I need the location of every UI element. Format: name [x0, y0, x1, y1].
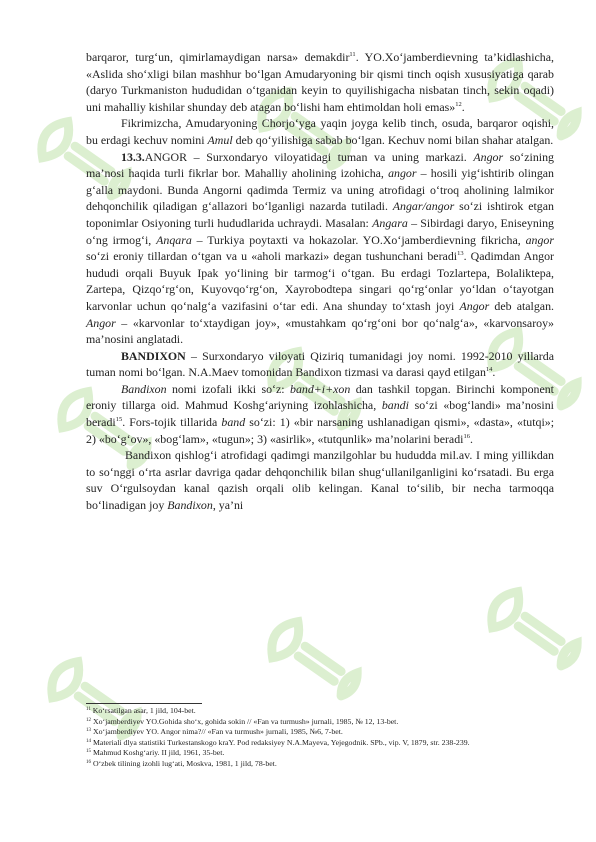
italic-text: Angar/angor — [392, 199, 455, 214]
italic-text: angor — [388, 166, 417, 181]
footnote-text: O‘zbek tilining izohli lug‘ati, Moskva, 1981, 1 jild, 78-bet. — [91, 758, 277, 768]
text-run: . — [469, 431, 473, 446]
footnote-ref: 11 — [349, 51, 356, 58]
text-run: dan tashkil topgan. Birinchi komponent eroniy tillarga oid. Mahmud Koshg‘ariyning izohlashicha, — [86, 381, 554, 413]
text-run: , ya’ni — [212, 498, 244, 513]
paragraph — [86, 149, 554, 348]
footnote-text: Xo‘jamberdiyev YO.Gohida sho‘x, gohida sokin // «Fan va turmush» jurnali, 1985, № 12, 13-bet. — [91, 716, 399, 726]
italic-text: angor — [525, 232, 554, 247]
paragraph — [86, 381, 554, 447]
italic-text: Amul — [207, 132, 233, 147]
text-run: – Turkiya poytaxti va hokazolar. YO.Xo‘jamberdievning fikricha, — [191, 232, 526, 247]
footnote — [86, 706, 554, 717]
italic-text: Bandixon — [121, 381, 167, 396]
footnote-number: 11 — [86, 707, 91, 712]
paragraph — [86, 447, 554, 513]
italic-text: bandi — [381, 398, 409, 413]
text-run: . YO.Xo‘jamberdievning ta’kidlashicha, «Aslida sho‘xligi bilan mashhur bo‘lgan Amudaryoning bir qismi tinch oqish xususiyatiga qarab (daryo Turkmaniston hududidan o‘tganidan keyin to quyilishigacha nisbatan tinch, sekin oqadi) uni mahalliy kishilar shunday deb atagan bo‘lishi ham ehtimoldan holi emas» — [86, 50, 555, 114]
footnotes — [86, 706, 554, 769]
paragraph — [86, 49, 554, 115]
footnote-separator — [86, 703, 202, 704]
italic-text: Anqara — [156, 232, 192, 247]
footnote — [86, 748, 554, 759]
text-run: – Sibirdagi daryo, Eniseyning o‘ng irmog‘i, — [86, 215, 554, 247]
bold-text: BANDIXON — [121, 348, 186, 363]
footnote-number: 12 — [86, 717, 91, 723]
text-run: so‘zi «bog‘landi» ma’nosini beradi — [86, 398, 554, 430]
bold-text: 13.3. — [121, 149, 145, 164]
text-run: nomi izofali ikki so‘z: — [166, 381, 290, 396]
text-run: so‘zi: 1) «bir narsaning ushlanadigan qismi», «dasta», «tutqi»; 2) «bo‘g‘ov», «bog‘lam», «tugun»; 3) «asirlik», «tutqunlik» ma’nolarini beradi — [86, 415, 554, 446]
text-run: . — [461, 99, 465, 114]
italic-text: Angor — [459, 298, 490, 313]
footnote-text: Ko‘rsatilgan asar, 1 jild, 104-bet. — [90, 706, 196, 715]
text-run: – Surxondaryo viloyati Qiziriq tumanidagi joy nomi. 1992-2010 yillarda tuman nomi bo‘lgan. N.A.Maev tomonidan Bandixon tizmasi va darasi qayd etilgan — [86, 348, 554, 380]
paragraph — [86, 348, 554, 381]
text-run: ANGOR – Surxondaryo viloyatidagi tuman va uning markazi. — [144, 149, 474, 164]
italic-text: Angara — [372, 215, 408, 230]
text-run: deb atalgan. — [489, 298, 554, 313]
italic-text: Angor — [473, 149, 504, 164]
text-run: so‘zi eroniy tillardan o‘tgan va u «aholi markazi» degan tushunchani beradi — [86, 249, 458, 264]
footnote-ref: 13 — [457, 250, 464, 258]
italic-text: Bandixon — [167, 498, 213, 513]
footnote — [86, 727, 554, 738]
footnote-text: Mahmud Koshg‘ariy. II jild, 1961, 35-bet. — [91, 748, 225, 757]
italic-text: Angor — [86, 315, 116, 330]
text-run: deb qo‘yilishiga sabab bo‘lgan. Kechuv nomi bilan shahar atalgan. — [232, 132, 554, 147]
text-run: Fikrimizcha, Amudaryoning Chorjo‘yga yaqin joyga kelib tinch, osuda, barqaror oqishi, bu erdagi kechuv nomini — [86, 116, 554, 147]
text-run: so‘zining ma’nosi haqida turli fikrlar bor. Mahalliy aholining izohicha, — [86, 149, 554, 181]
footnote-number: 15 — [86, 749, 91, 754]
footnote — [86, 759, 554, 770]
footnote-ref: 12 — [455, 100, 462, 108]
text-run: . Qadimdan Angor hududi orqali Buyuk Ipak yo‘lining bir tarmog‘i o‘tgan. Bu erdagi Tozlartepa, Bolaliktepa, Zartepa, Qizqo‘rg‘on, Kuyovqo‘rg‘on, Xayrobodtepa singari qo‘rg‘onlar yo‘ldan o‘tayotgan karvonlar uchun qo‘nalg‘a vazifasini o‘tar edi. Ana shunday to‘xtash joyi — [86, 249, 554, 313]
text-run: . Fors-tojik tillarida — [122, 415, 222, 430]
footnote — [86, 717, 554, 728]
italic-text: band — [221, 415, 246, 430]
footnote-ref: 16 — [463, 432, 470, 440]
text-run: Bandixon qishlog‘i atrofidagi qadimgi manzilgohlar bu hududda mil.av. I ming yillikdan to so‘nggi o‘rta asrlar davriga qadar dehqonchilik bilan shug‘ullanilganligini ko‘rsatadi. Bu erga suv O‘rgulsoydan kanal qazish orqali olib kelingan. Kanal to‘silib, bir necha tarmoqqa bo‘linadigan joy — [86, 448, 554, 513]
footnote-number: 13 — [86, 728, 91, 733]
text-run: barqaror, turg‘un, qimirlamaydigan narsa» demakdir — [86, 50, 350, 64]
footnote-number: 14 — [86, 738, 91, 744]
paragraph — [86, 115, 554, 148]
text-run: . — [492, 365, 496, 380]
footnote-ref: 14 — [485, 366, 493, 374]
text-run: – hosili yig‘ishtirib olingan g‘alla maydoni. Bunda Angorni qadimda Termiz va uning atrofidagi o‘troq aholining lalmikor dehqonchilik qiladigan g‘allazori bo‘lganligi nazarda tutiladi. — [86, 166, 555, 214]
footnote-text: Materiali dlya statistiki Turkestanskogo kraY. Pod redaksiyey N.A.Mayeva, Yejegodnik. SPb., vip. V, 1879, str. 238-239. — [91, 737, 470, 747]
page-body — [86, 49, 554, 514]
text-run: so‘zi ishtirok etgan toponimlar Osiyoning turli hududlarida uchraydi. Masalan: — [86, 199, 554, 230]
text-run: – «karvonlar to‘xtaydigan joy», «mustahkam qo‘rg‘oni bor qo‘nalg‘a», «karvonsaroy» ma’nosini anglatadi. — [86, 315, 554, 347]
footnote-ref: 15 — [115, 416, 123, 424]
footnote-text: Xo‘jamberdiyev YO. Angor nima?// «Fan va turmush» jurnali, 1985, №6, 7-bet. — [91, 727, 343, 736]
footnote-number: 16 — [86, 759, 91, 765]
italic-text: band+i+xon — [290, 381, 351, 396]
footnote — [86, 738, 554, 749]
